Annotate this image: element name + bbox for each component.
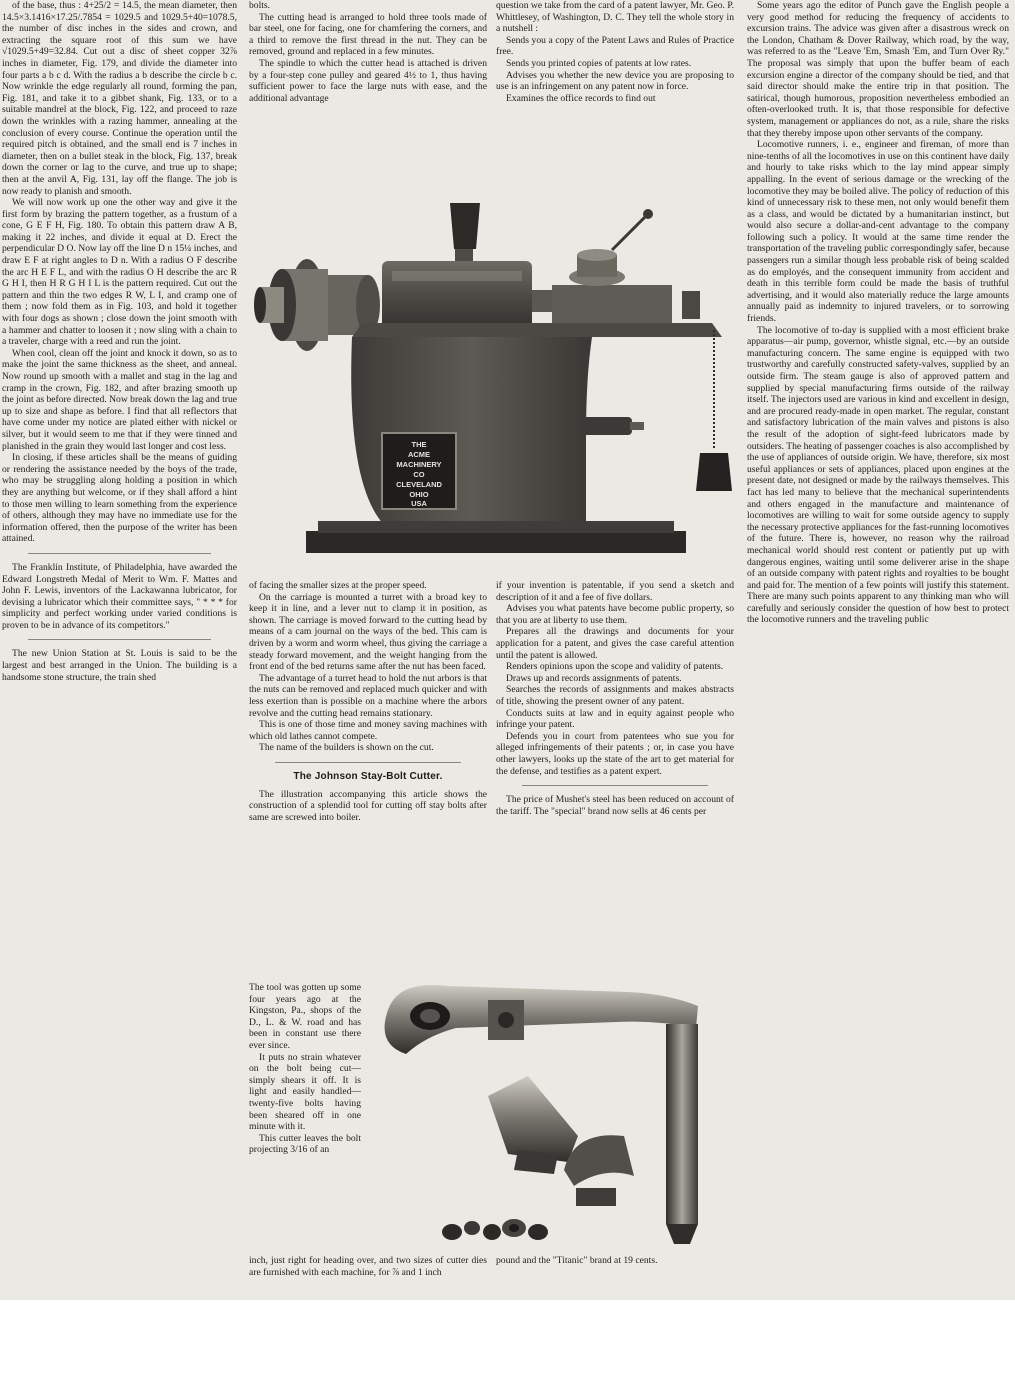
c3-paragraph: Prepares all the drawings and documents for your application for a patent, and gives the case careful attention until the patent is allowed. xyxy=(496,626,734,661)
johnson-heading: The Johnson Stay-Bolt Cutter. xyxy=(293,770,443,782)
c3-paragraph: Searches the records of assignments and makes abstracts of title, showing the present owner of any patent. xyxy=(496,684,734,707)
c3-paragraph: Renders opinions upon the scope and validity of patents. xyxy=(506,661,724,673)
c3-paragraph: Advises you what patents have become public property, so that you are at liberty to use them. xyxy=(496,603,734,626)
c1-paragraph: When cool, clean off the joint and knock it down, so as to make the joint the same thickness as the sheet, and anneal. Now round up smooth with a mallet and stag in the lag and cramp in the crown, Fig. 182, and after brazing smooth up the joint as before directed. Now break down the lag and true up to size and shape as before. I find that all reflectors that have come under my notice are plated either with nickel or silver, but it would seem to me that if they were tinned and planished in the grain they would last longer and cost less. xyxy=(2,347,237,452)
c2-paragraph: bolts. xyxy=(249,0,271,11)
page-bottom-margin xyxy=(0,1300,1015,1390)
plate-line: CLEVELAND xyxy=(396,480,442,489)
divider xyxy=(28,639,211,640)
plate-line: ACME xyxy=(407,450,431,459)
column-3-top xyxy=(496,0,734,104)
nut-facing-lathe-illustration xyxy=(252,195,736,573)
c1-paragraph: We will now work up one the other way and give it the first form by brazing the pattern together, as a frustum of a cone, G E F H, Fig. 180. To obtain this pattern draw A B, making it 22 inches, and divide it equal at D. Erect the perpendicular D O. Now lay off the line D n 15¼ inches, and draw E F at right angles to D n. With a radius O F describe the arc H E F L, and with the radius O H describe the arc R G H I, then H R G H I L is the pattern required. Cut out the pattern and thin the two edges R W, L I, and cramp one of them ; now fold them as in Fig. 103, and hold it together with four dogs as shown ; close down the joint smooth with a hammer and chatter to loosen it ; now sling with a chain to a traveler, charge with a reed and run the joint. xyxy=(2,197,237,348)
column-2-narrow xyxy=(249,982,361,1156)
plate-line: USA xyxy=(411,499,427,508)
johnson-paragraph: It puts no strain whatever on the bolt being cut—simply shears it off. It is light and easily handled—twenty-five bolts having been sheared off in one minute with it. xyxy=(249,1051,361,1133)
plate-line: OHIO xyxy=(409,490,429,499)
c3-paragraph: if your invention is patentable, if you send a sketch and description of it and a fee of five dollars. xyxy=(496,580,734,603)
mushet-tail: pound and the "Titanic" brand at 19 cents. xyxy=(496,1255,658,1266)
johnson-tail: inch, just right for heading over, and two sizes of cutter dies are furnished with each machine, for ⅞ and 1 inch xyxy=(249,1255,487,1278)
franklin-institute-note: The Franklin Institute, of Philadelphia, have awarded the Edward Longstreth Medal of Merit to Wm. F. Mattes and John F. Lewis, inventors of the Lackawanna lubricator, for devising a lubricator which their committee says, " * * * for simplicity and perfect working under varied conditions is proven to be in advance of its competitors." xyxy=(2,561,237,631)
c4-paragraph: The locomotive of to-day is supplied with a most efficient brake apparatus—air pump, governor, whistle signal, etc.—by an outside manufacturing concern. The same engine is equipped with two trustworthy and carefully constructed safety-valves, supplied by an outside firm. The steam gauge is also of approved pattern and supplied by special manufacturing firms outside of the railway itself. The injectors used are various in kind and excellent in design, and are procured ready-made in open market. The regular, constant and satisfactory lubrication of the main valves and pistons is also the result of the adoption of sight-feed lubricators made by outsiders. The heating of passenger coaches is also accomplished by the use of appliances of outside origin. We have, therefore, six most useful appliances or sets of appliances, placed upon engines at the present date, not designed or made by the railways themselves. This fact has led many to believe that the mechanical superintendents and others engaged in the manufacture and maintenance of locomotives are willing to wait for some outside agency to supply the necessary protective appliances for the fast-running locomotives of the future. There is, however, no reason why the railroad mechanical world should rest content or patiently put up with dangerous engines, waiting until some deliverer arise in the shape of an outside company with patent rights and royalties to be bought and paid for. The mention of a few points will justify this statement. There are many such points apparent to any thinking man who will carefully and seriously consider the question of how best to protect the locomotive runners and the traveling public xyxy=(747,324,1009,626)
c2-paragraph: The cutting head is arranged to hold three tools made of bar steel, one for facing, one for chamfering the corners, and a third to remove the first thread in the nut. They can be removed, ground and replaced in a few minutes. xyxy=(249,11,487,58)
c3-paragraph: Sends you a copy of the Patent Laws and Rules of Practice free. xyxy=(496,34,734,58)
union-station-note: The new Union Station at St. Louis is said to be the largest and best arranged in the Union. The building is a handsome stone structure, the train shed xyxy=(2,648,237,683)
c3-paragraph: Advises you whether the new device you are proposing to use is an infringement on any patent now in force. xyxy=(496,69,734,93)
divider xyxy=(522,785,708,786)
plate-line: MACHINERY xyxy=(396,460,442,469)
c2-paragraph: The name of the builders is shown on the cut. xyxy=(259,742,434,754)
c3-paragraph: Defends you in court from patentees who sue you for alleged infringements of their patents ; or, in case you have other lawyers, looks up the state of the art to get material for the defense, and testifies as a patent expert. xyxy=(496,730,734,777)
c2-paragraph: On the carriage is mounted a turret with a broad key to keep it in line, and a lever nut to clamp it in position, as shown. The carriage is moved forward to the cutting head by means of a cam journal on the ways of the bed. This cam is driven by a worm and worm wheel, thus giving the carriage a steady forward movement, and the weight hanging from the front end of the bed returns same after the nut has been faced. xyxy=(249,591,487,673)
divider xyxy=(275,762,461,763)
c3-paragraph: Examines the office records to find out xyxy=(506,92,656,104)
plate-line: CO xyxy=(413,470,425,479)
c2-paragraph: The spindle to which the cutter head is attached is driven by a four-step cone pulley and geared 4½ to 1, thus having sufficient power to face the large nuts with ease, and the additional advantage xyxy=(249,57,487,104)
johnson-paragraph: This cutter leaves the bolt projecting 3/16 of an xyxy=(249,1132,361,1156)
column-1 xyxy=(2,0,237,683)
c4-paragraph: Some years ago the editor of Punch gave the English people a very good method for reducing the frequency of accidents to excursion trains. The advice was given after a disastrous wreck on the London, Chatham & Dover Railway, which road, by the way, was referred to as the "Leave 'Em, Smash 'Em, and Turn Over Ry." The proposal was simply that upon the buffer beam of each excursion engine a director of the company should be tied, and that said director should make the entire trip in that position. The satirical, though humorous, proposition nevertheless embodied an often-overlooked truth. It is, that those responsible for defective system, management or appliances do not, as a rule, share the risks that they thereby impose upon other servants of the company. xyxy=(747,0,1009,139)
c3-paragraph: Draws up and records assignments of patents. xyxy=(506,672,682,684)
stay-bolt-cutter-illustration xyxy=(368,970,740,1255)
c2-paragraph: The advantage of a turret head to hold the nut arbors is that the nuts can be removed and replaced much quicker and with less exertion than is possible on a machine where the arbors revolve and the cutting head remains stationary. xyxy=(249,672,487,719)
mushet-note: The price of Mushet's steel has been reduced on account of the tariff. The "special" brand now sells at 46 cents per xyxy=(496,794,734,817)
c1-paragraph: of the base, thus : 4+25/2 = 14.5, the mean diameter, then 14.5×3.1416×17.25/.7854 = 1029.5 and 1029.5+40=1078.5, the number of disc inches in the sides and crown, and extracting the square root of this sum we have √1029.5+49=32.84. Cut out a disc of sheet copper 32⅞ inches in diameter, Fig. 179, and divide the diameter into four parts a b c d. With the radius a b describe the circle b c. Now wrinkle the edge regularly all round, forming the pan, Fig. 181, and take it to a gibbet shank, Fig. 133, or to a suitable mandrel at the block, Fig. 122, and proceed to raze down the wrinkles with a razing hammer, annealing at the conclusion of every course. Continue the operation until the required pitch is obtained, and the small end is 7 inches in diameter, then on a bullet steak in the block, Fig. 137, break down the corner or lag to the curve, and true up to shape; then at the anvil A, Fig. 131, lay off the flange. The job is now ready to planish and smooth. xyxy=(2,0,237,197)
c3-paragraph: Conducts suits at law and in equity against people who infringe your patent. xyxy=(496,707,734,731)
c3-paragraph: question we take from the card of a patent lawyer, Mr. Geo. P. Whittlesey, of Washington, D. C. They tell the whole story in a nutshell : xyxy=(496,0,734,35)
column-4 xyxy=(747,0,1009,626)
column-2-bottom xyxy=(249,1255,487,1278)
plate-line: THE xyxy=(411,440,427,449)
column-2-middle xyxy=(249,580,487,823)
divider xyxy=(28,553,211,554)
c3-paragraph: Sends you printed copies of patents at low rates. xyxy=(506,57,692,69)
column-2-top xyxy=(249,0,487,104)
c4-paragraph: Locomotive runners, i. e., engineer and fireman, of more than nine-tenths of all the locomotives in use on this continent have daily and hourly to take risks which to the lay mind appear simply appalling. In the event of serious damage or the wrecking of the locomotive they may be boiled alive. The policy of reduction of this kind of unnecessary risk to these men, not only would benefit them as a class, and would be dictated by a humanitarian instinct, but would also secure a dollar-and-cent advantage to the company following such a policy. It would at the same time render the transportation of the traveling public correspondingly safer, because passengers run a similar though less probable risk of being scalded as do employés, and the consequent immunity from accident and death in this terrible form could be made the basis of truthful advertising, and it would also materially reduce the large amounts annually paid as indemnity to injured travelers, or to sorrowing friends. xyxy=(747,139,1009,325)
column-3-middle xyxy=(496,580,734,817)
c1-paragraph: In closing, if these articles shall be the means of guiding or rendering the assistance needed by the boys of the trade, who may be struggling along holding a position in which they are anything but welcome, or if they shall afford a hint to those men willing to learn something from the experience of others, although they may have no immediate use for the information offered, then the purpose of the writer has been attained. xyxy=(2,452,237,545)
johnson-intro: The illustration accompanying this article shows the construction of a splendid tool for cutting off stay bolts after same are screwed into boiler. xyxy=(249,788,487,823)
column-3-bottom xyxy=(496,1255,734,1267)
c2-paragraph: of facing the smaller sizes at the proper speed. xyxy=(249,580,427,591)
c2-paragraph: This is one of those time and money saving machines with which old lathes cannot compete. xyxy=(249,719,487,742)
johnson-paragraph: The tool was gotten up some four years ago at the Kingston, Pa., shops of the D., L. & W. road and has been in constant use there ever since. xyxy=(249,982,361,1051)
